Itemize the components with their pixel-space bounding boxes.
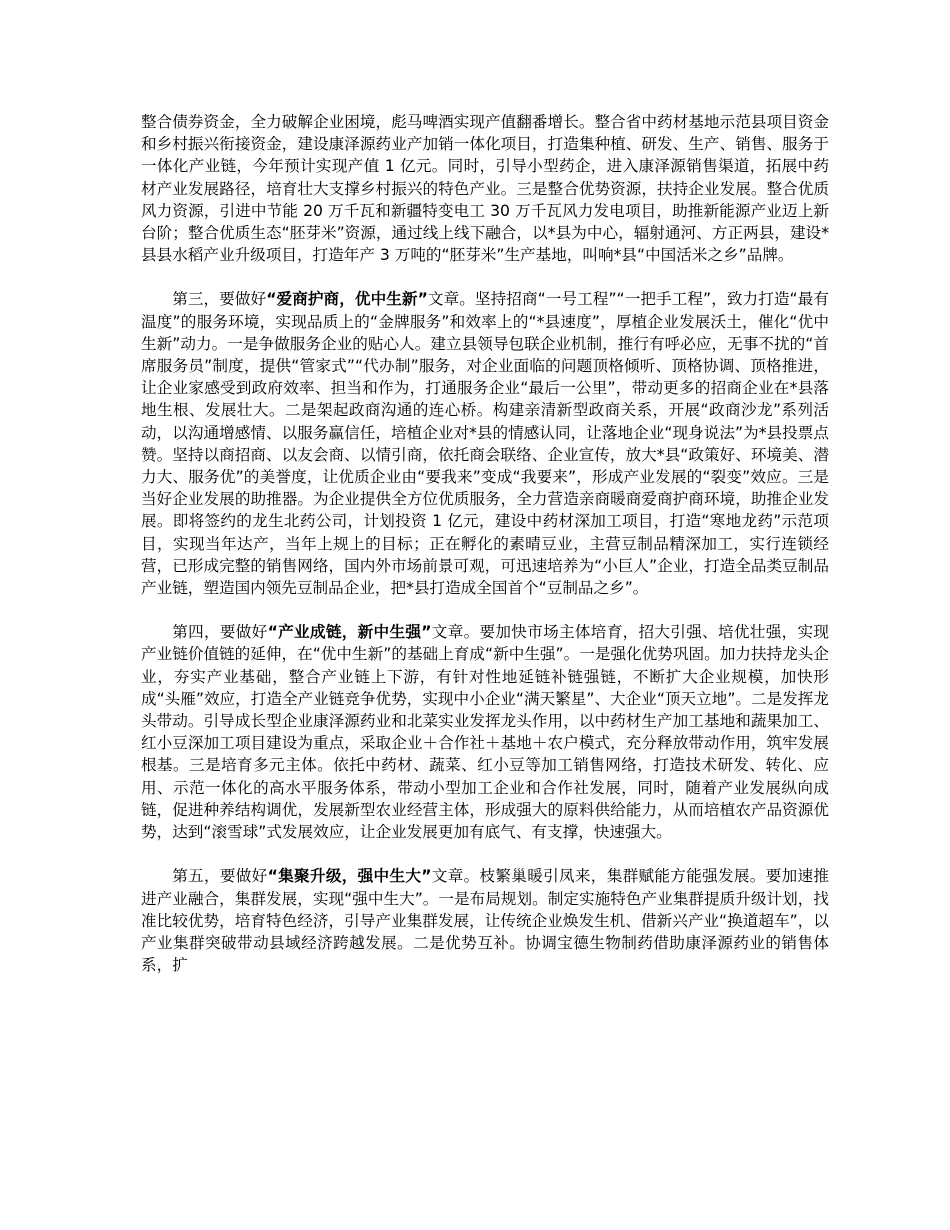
paragraph-3-lead: 第四，要做好 [172, 623, 268, 642]
paragraph-2-highlight: “爱商护商，优中生新” [266, 290, 428, 309]
document-body [141, 111, 829, 998]
paragraph-2 [141, 288, 829, 599]
paragraph-1 [141, 111, 829, 266]
paragraph-4-text: 文章。枝繁巢暖引凤来，集群赋能方能强发展。要加速推进产业融合，集群发展，实现“强中生大”。一是布局规划。制定实施特色产业集群提质升级计划，找准比较优势，培育特色经济，引导产业集群发展，让传统企业焕发生机、借新兴产业“换道超车”，以产业集群突破带动县域经济跨越发展。二是优势互补。协调宝德生物制药借助康泽源药业的销售体系，扩 [141, 867, 829, 975]
paragraph-4 [141, 865, 829, 976]
paragraph-2-lead: 第三，要做好 [172, 290, 267, 309]
paragraph-4-highlight: “集聚升级，强中生大” [267, 867, 432, 886]
paragraph-2-text: 文章。坚持招商“一号工程”“一把手工程”，致力打造“最有温度”的服务环境，实现品质上的“金牌服务”和效率上的“*县速度”，厚植企业发展沃土，催化“优中生新”动力。一是争做服务企业的贴心人。建立县领导包联企业机制，推行有呼必应，无事不扰的“首席服务员”制度，提供“管家式”“代办制”服务，对企业面临的问题顶格倾听、顶格协调、顶格推进，让企业家感受到政府效率、担当和作为，打通服务企业“最后一公里”，带动更多的招商企业在*县落地生根、发展壮大。二是架起政商沟通的连心桥。构建亲清新型政商关系，开展“政商沙龙”系列活动，以沟通增感情、以服务赢信任，培植企业对*县的情感认同，让落地企业“现身说法”为*县投票点赞。坚持以商招商、以友会商、以情引商，依托商会联络、企业宣传，放大*县“政策好、环境美、潜力大、服务优”的美誉度，让优质企业由“要我来”变成“我要来”，形成产业发展的“裂变”效应。三是当好企业发展的助推器。为企业提供全方位优质服务，全力营造亲商暖商爱商护商环境，助推企业发展。即将签约的龙生北药公司，计划投资 1 亿元，建设中药材深加工项目，打造“寒地龙药”示范项目，实现当年达产，当年上规上的目标；正在孵化的素晴豆业，主营豆制品精深加工，实行连锁经营，已形成完整的销售网络，国内外市场前景可观，可迅速培养为“小巨人”企业，打造全品类豆制品产业链，塑造国内领先豆制品企业，把*县打造成全国首个“豆制品之乡”。 [141, 290, 829, 598]
paragraph-3-highlight: “产业成链，新中生强” [267, 623, 432, 642]
paragraph-3 [141, 621, 829, 843]
paragraph-4-lead: 第五，要做好 [172, 867, 268, 886]
paragraph-1-text: 整合债券资金，全力破解企业困境，彪马啤酒实现产值翻番增长。整合省中药材基地示范县项目资金和乡村振兴衔接资金，建设康泽源药业产加销一体化项目，打造集种植、研发、生产、销售、服务于一体化产业链，今年预计实现产值 1 亿元。同时，引导小型药企，进入康泽源销售渠道，拓展中药材产业发展路径，培育壮大支撑乡村振兴的特色产业。三是整合优势资源，扶持企业发展。整合优质风力资源，引进中节能 20 万千瓦和新疆特变电工 30 万千瓦风力发电项目，助推新能源产业迈上新台阶；整合优质生态“胚芽米”资源，通过线上线下融合，以*县为中心，辐射通河、方正两县，建设*县县水稻产业升级项目，打造年产 3 万吨的“胚芽米”生产基地，叫响*县“中国活米之乡”品牌。 [141, 113, 829, 265]
paragraph-3-text: 文章。要加快市场主体培育，招大引强、培优壮强，实现产业链价值链的延伸，在“优中生新”的基础上育成“新中生强”。一是强化优势巩固。加力扶持龙头企业，夯实产业基础，整合产业链上下游，有针对性地延链补链强链，不断扩大企业规模，加快形成“头雁”效应，打造全产业链竞争优势，实现中小企业“满天繁星”、大企业“顶天立地”。二是发挥龙头带动。引导成长型企业康泽源药业和北菜实业发挥龙头作用，以中药材生产加工基地和蔬果加工、红小豆深加工项目建设为重点，采取企业＋合作社＋基地＋农户模式，充分释放带动作用，筑牢发展根基。三是培育多元主体。依托中药材、蔬菜、红小豆等加工销售网络，打造技术研发、转化、应用、示范一体化的高水平服务体系，带动小型加工企业和合作社发展，同时，随着产业发展纵向成链，促进种养结构调优，发展新型农业经营主体，形成强大的原料供给能力，从而培植农产品资源优势，达到“滚雪球”式发展效应，让企业发展更加有底气、有支撑，快速强大。 [141, 623, 829, 842]
